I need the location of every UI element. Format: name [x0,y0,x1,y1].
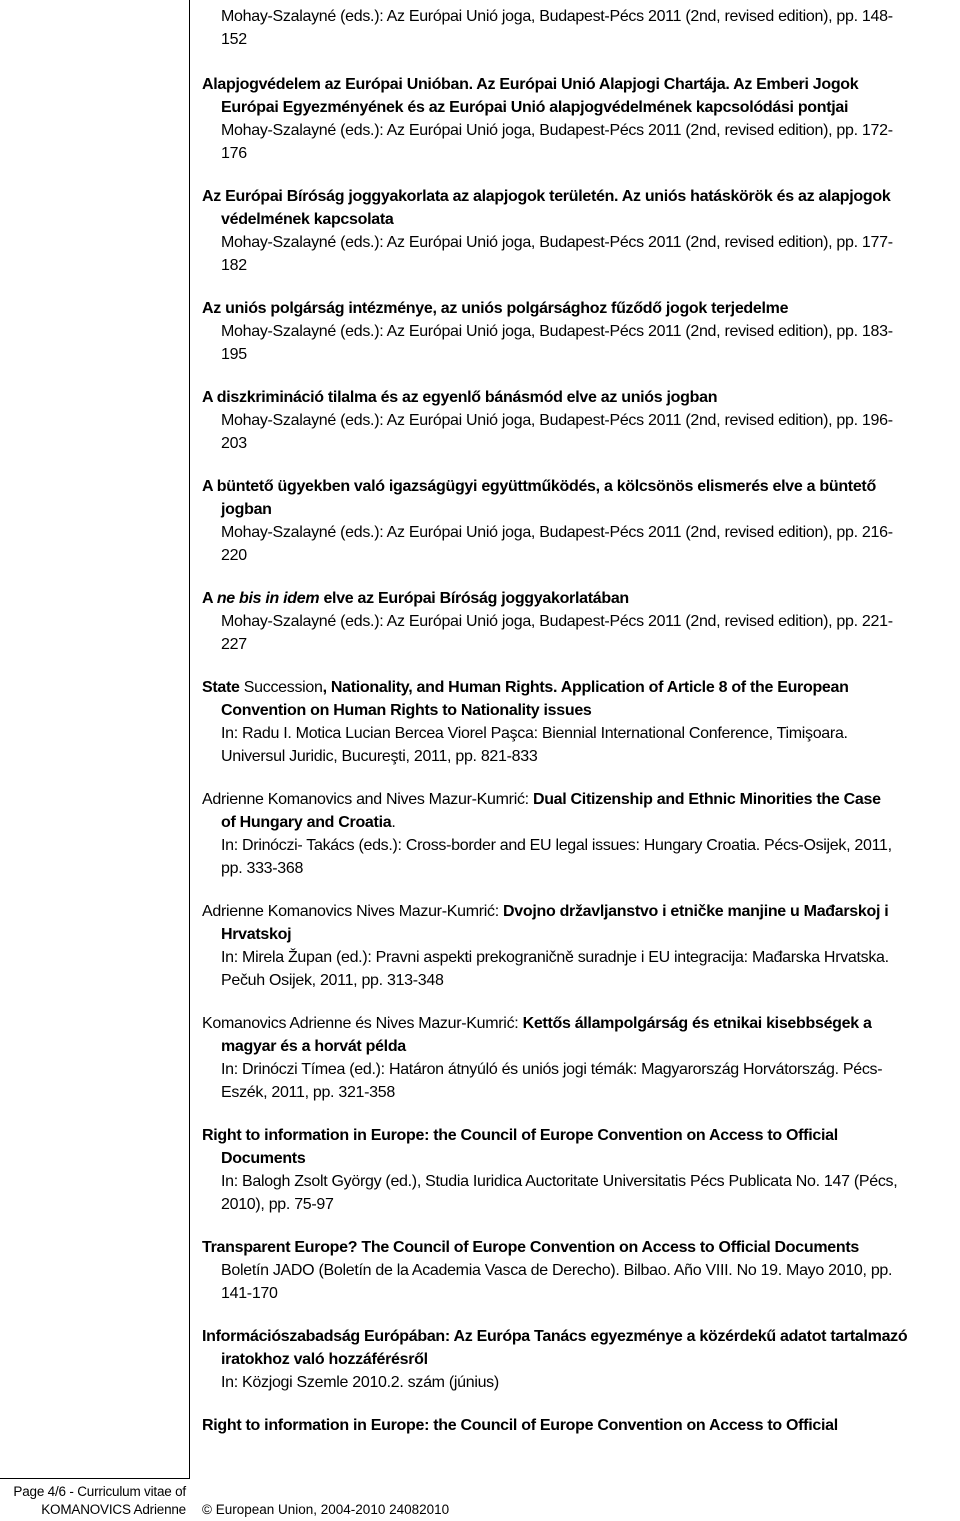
entry-title [202,676,954,722]
entry-title-line: iratokhoz való hozzáférésről [221,1351,428,1368]
cv-owner: KOMANOVICS Adrienne [41,1502,186,1517]
entry-source-line: 2010), pp. 75-97 [221,1196,334,1213]
entry-source-line: pp. 333-368 [221,860,304,877]
entry-title-line: Az uniós polgárság intézménye, az uniós polgársághoz fűződő jogok terjedelme [202,300,789,317]
entry-source-line: Mohay-Szalayné (eds.): Az Európai Unió joga, Budapest-Pécs 2011 (2nd, revised edition), pp. 177- [221,234,893,251]
entry-source-line: Mohay-Szalayné (eds.): Az Európai Unió joga, Budapest-Pécs 2011 (2nd, revised edition), pp. 148- [221,8,893,25]
entry-source-line: Mohay-Szalayné (eds.): Az Európai Unió joga, Budapest-Pécs 2011 (2nd, revised edition), pp. 196- [221,412,893,429]
publication-entry [202,1325,954,1394]
entry-title-text: Dvojno državljanstvo i etničke manjine u Mađarskoj i [503,903,889,920]
entry-source-line: Mohay-Szalayné (eds.): Az Európai Unió joga, Budapest-Pécs 2011 (2nd, revised edition), pp. 216- [221,524,893,541]
footer-divider [0,1478,190,1479]
entry-author: Komanovics Adrienne és Nives Mazur-Kumrić: [202,1015,523,1032]
entry-title [202,475,954,521]
entry-source-line: In: Balogh Zsolt György (ed.), Studia Iuridica Auctoritate Universitatis Pécs Publicata No. 147 (Pécs, [221,1173,898,1190]
publication-entry [202,297,954,366]
entry-title-italic: ne bis in idem [216,590,320,607]
publication-entry [202,475,954,567]
entry-title [202,386,954,409]
entry-source-line: Eszék, 2011, pp. 321-358 [221,1084,395,1101]
entry-source-line: In: Közjogi Szemle 2010.2. szám (június) [221,1374,499,1391]
entry-title [202,185,954,231]
entry-title-line: A büntető ügyekben való igazságügyi együttműködés, a kölcsönös elismerés elve a büntető [202,478,876,495]
entry-author: Adrienne Komanovics Nives Mazur-Kumrić: [202,903,503,920]
entry-title [202,900,954,946]
entry-author: Adrienne Komanovics and Nives Mazur-Kumrić: [202,791,533,808]
publication-entry [202,900,954,992]
entry-title [202,587,954,610]
publication-entry [202,73,954,165]
entry-source-line: 176 [221,145,247,162]
entry-title-line: Hrvatskoj [221,926,292,943]
entry-title-text: A [202,590,217,607]
entry-title [202,1012,954,1058]
entry-title-line: A diszkrimináció tilalma és az egyenlő bánásmód elve az uniós jogban [202,389,718,406]
entry-title-line: Transparent Europe? The Council of Europe Convention on Access to Official Documents [202,1239,859,1256]
entry-title-line: jogban [221,501,272,518]
entry-title [202,1325,954,1371]
entry-source-line: In: Drinóczi Tímea (ed.): Határon átnyúló és uniós jogi témák: Magyarország Horvátország. Pécs- [221,1061,883,1078]
entry-source-line: 141-170 [221,1285,278,1302]
entry-title-text: Succession [243,679,323,696]
entry-title-line: Alapjogvédelem az Európai Unióban. Az Európai Unió Alapjogi Chartája. Az Emberi Jogok [202,76,859,93]
entry-title-line: Európai Egyezményének és az Európai Unió alapjogvédelmének kapcsolódási pontjai [221,99,849,116]
entry-source-line: 182 [221,257,247,274]
sidebar-divider [189,0,190,1478]
entry-source-line: 152 [221,31,247,48]
entry-source-line: 203 [221,435,247,452]
entry-title-line: Right to information in Europe: the Council of Europe Convention on Access to Official [202,1417,838,1434]
entry-title-text: State [202,679,244,696]
entry-source-line: Mohay-Szalayné (eds.): Az Európai Unió joga, Budapest-Pécs 2011 (2nd, revised edition), pp. 183- [221,323,893,340]
entry-title-text: elve az Európai Bíróság joggyakorlatában [319,590,629,607]
entry-title [202,1414,954,1437]
publication-entry [202,676,954,768]
entry-title [202,1124,954,1170]
publication-entry [202,1012,954,1104]
copyright-notice: © European Union, 2004-2010 24082010 [202,1502,450,1517]
entry-title-line: Documents [221,1150,306,1167]
publication-entry [202,5,954,51]
entry-title-line: védelmének kapcsolata [221,211,394,228]
entry-title-line: Az Európai Bíróság joggyakorlata az alapjogok területén. Az uniós hatáskörök és az alapjogok [202,188,891,205]
publication-entry [202,386,954,455]
entry-title-line: Right to information in Europe: the Council of Europe Convention on Access to Official [202,1127,838,1144]
entry-title-text: Kettős állampolgárság és etnikai kisebbségek a [522,1015,872,1032]
entry-source-line: Boletín JADO (Boletín de la Academia Vasca de Derecho). Bilbao. Año VIII. No 19. Mayo 2010, pp. [221,1262,893,1279]
entry-source-line: 220 [221,547,247,564]
entry-source-line: 195 [221,346,247,363]
entry-title-text: Dual Citizenship and Ethnic Minorities the Case [532,791,881,808]
publication-entry [202,185,954,277]
entry-source-line: In: Drinóczi- Takács (eds.): Cross-border and EU legal issues: Hungary Croatia. Pécs-Osijek, 2011, [221,837,892,854]
publication-entry [202,788,954,880]
publication-list [202,5,954,1457]
entry-title-line: Convention on Human Rights to Nationality issues [221,702,592,719]
entry-title [202,297,954,320]
page-footer [0,1483,186,1519]
entry-source-line: Universul Juridic, Bucureşti, 2011, pp. 821-833 [221,748,538,765]
entry-source-line: In: Mirela Župan (ed.): Pravni aspekti prekograničně suradnje i EU integracija: Mađarska Hrvatska. [221,949,889,966]
entry-source-line: Mohay-Szalayné (eds.): Az Európai Unió joga, Budapest-Pécs 2011 (2nd, revised edition), pp. 172- [221,122,893,139]
entry-title-line: Információszabadság Európában: Az Európa Tanács egyezménye a közérdekű adatot tartalmazó [202,1328,908,1345]
entry-source-line: 227 [221,636,247,653]
entry-title [202,788,954,834]
publication-entry [202,1414,954,1437]
entry-source-line: Pečuh Osijek, 2011, pp. 313-348 [221,972,444,989]
entry-source-line: In: Radu I. Motica Lucian Bercea Viorel Paşca: Biennial International Conference, Timişoara. [221,725,848,742]
entry-title-line: magyar és a horvát példa [221,1038,406,1055]
entry-title-text: of Hungary and Croatia [221,814,392,831]
publication-entry [202,1236,954,1305]
entry-title [202,73,954,119]
page-number: Page 4/6 - Curriculum vitae of [13,1484,186,1499]
publication-entry [202,587,954,656]
entry-source-line: Mohay-Szalayné (eds.): Az Európai Unió joga, Budapest-Pécs 2011 (2nd, revised edition), pp. 221- [221,613,893,630]
entry-title-text: , Nationality, and Human Rights. Application of Article 8 of the European [322,679,849,696]
entry-title [202,1236,954,1259]
entry-title-text: . [391,814,396,831]
publication-entry [202,1124,954,1216]
